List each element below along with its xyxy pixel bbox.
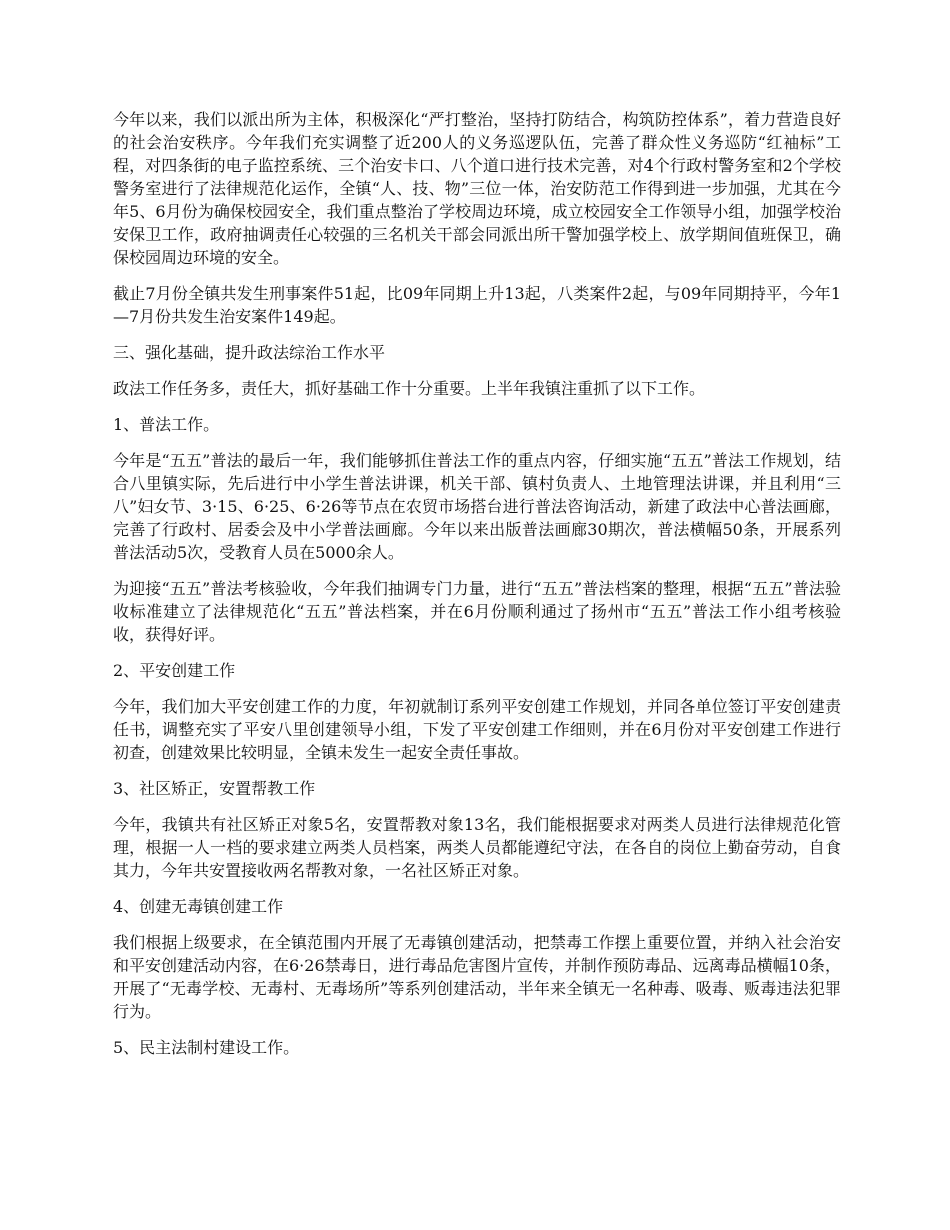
paragraph-drug-free-town: 我们根据上级要求，在全镇范围内开展了无毒镇创建活动，把禁毒工作摆上重要位置，并纳入社会治安和平安创建活动内容，在6·26禁毒日，进行毒品危害图片宣传，并制作预防毒品、远离毒品横幅10条，开展了“无毒学校、无毒村、无毒场所”等系列创建活动，半年来全镇无一名种毒、吸毒、贩毒违法犯罪行为。 (113, 933, 841, 1021)
paragraph-safety-building: 今年，我们加大平安创建工作的力度，年初就制订系列平安创建工作规划，并同各单位签订平安创建责任书，调整充实了平安八里创建领导小组，下发了平安创建工作细则，并在6月份对平安创建工作进行初查，创建效果比较明显，全镇未发生一起安全责任事故。 (113, 697, 841, 762)
paragraph-legal-education: 今年是“五五”普法的最后一年，我们能够抓住普法工作的重点内容，仔细实施“五五”普法工作规划，结合八里镇实际，先后进行中小学生普法讲课，机关干部、镇村负责人、土地管理法讲课，并且利用“三八”妇女节、3·15、6·25、6·26等节点在农贸市场搭台进行普法咨询活动，新建了政法中心普法画廊，完善了行政村、居委会及中小学普法画廊。今年以来出版普法画廊30期次，普法横幅50条，开展系列普法活动5次，受教育人员在5000余人。 (113, 451, 841, 562)
paragraph-legal-assessment: 为迎接“五五”普法考核验收，今年我们抽调专门力量，进行“五五”普法档案的整理，根据“五五”普法验收标准建立了法律规范化“五五”普法档案，并在6月份顺利通过了扬州市“五五”普法工作小组考核验收，获得好评。 (113, 579, 841, 644)
subheading-democratic-village: 5、民主法制村建设工作。 (113, 1038, 300, 1057)
document-body (113, 108, 841, 1072)
subheading-community-correction: 3、社区矫正，安置帮教工作 (113, 779, 316, 798)
section-heading-three: 三、强化基础，提升政法综治工作水平 (113, 343, 386, 362)
paragraph-foundation-intro: 政法工作任务多，责任大，抓好基础工作十分重要。上半年我镇注重抓了以下工作。 (113, 379, 706, 398)
paragraph-community-correction: 今年，我镇共有社区矫正对象5名，安置帮教对象13名，我们能根据要求对两类人员进行法律规范化管理，根据一人一档的要求建立两类人员档案，两类人员都能遵纪守法，在各自的岗位上勤奋劳动，自食其力，今年共安置接收两名帮教对象，一名社区矫正对象。 (113, 815, 841, 880)
subheading-legal-education: 1、普法工作。 (113, 415, 220, 434)
paragraph-public-security: 今年以来，我们以派出所为主体，积极深化“严打整治，坚持打防结合，构筑防控体系”，着力营造良好的社会治安秩序。今年我们充实调整了近200人的义务巡逻队伍，完善了群众性义务巡防“红袖标”工程，对四条街的电子监控系统、三个治安卡口、八个道口进行技术完善，对4个行政村警务室和2个学校警务室进行了法律规范化运作，全镇“人、技、物”三位一体，治安防范工作得到进一步加强，尤其在今年5、6月份为确保校园安全，我们重点整治了学校周边环境，成立校园安全工作领导小组，加强学校治安保卫工作，政府抽调责任心较强的三名机关干部会同派出所干警加强学校上、放学期间值班保卫，确保校园周边环境的安全。 (113, 110, 841, 267)
subheading-drug-free-town: 4、创建无毒镇创建工作 (113, 897, 284, 916)
paragraph-case-statistics: 截止7月份全镇共发生刑事案件51起，比09年同期上升13起，八类案件2起，与09年同期持平，今年1—7月份共发生治安案件149起。 (113, 284, 841, 326)
subheading-safety-building: 2、平安创建工作 (113, 661, 236, 680)
